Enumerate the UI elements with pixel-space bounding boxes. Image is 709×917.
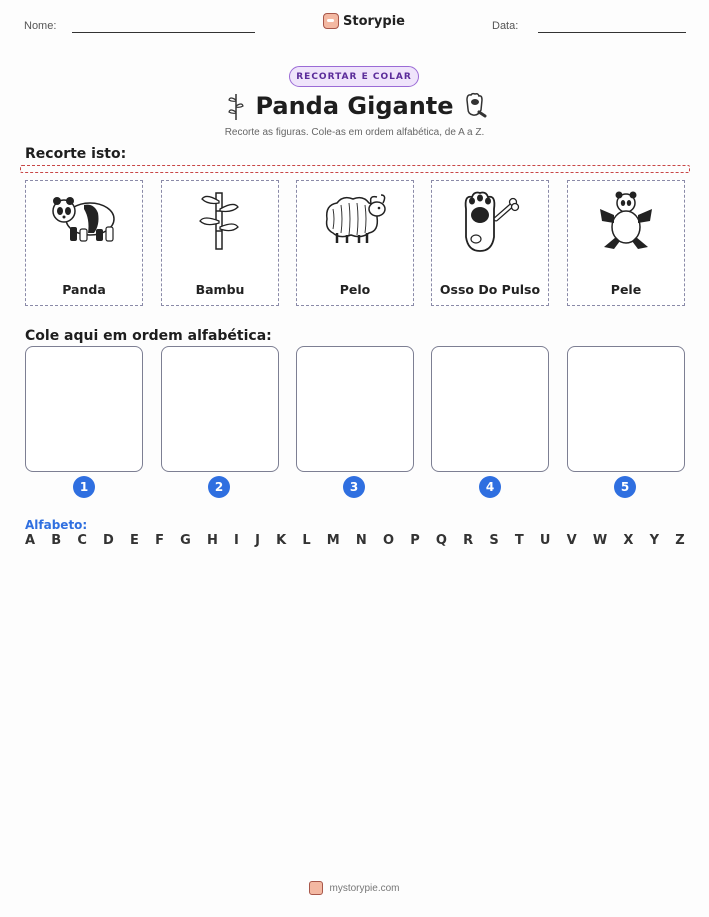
alphabet-letter: P	[410, 533, 420, 548]
card-label: Osso Do Pulso	[439, 282, 541, 297]
alphabet-letter: U	[539, 533, 551, 548]
page-subtitle: Recorte as figuras. Cole-as em ordem alfabética, de A a Z.	[224, 127, 485, 138]
page-title: Panda Gigante	[255, 92, 454, 120]
alphabet-letter: A	[25, 533, 36, 548]
paw-bone-icon	[456, 189, 524, 255]
storypie-logo-icon	[323, 13, 339, 29]
cut-card-pele[interactable]	[567, 180, 685, 306]
alphabet-letter: H	[206, 533, 218, 548]
alphabet-letter: I	[234, 533, 239, 548]
slot-number-badge: 5	[614, 476, 636, 498]
card-label: Panda	[62, 282, 106, 297]
alphabet-letter: C	[77, 533, 87, 548]
alphabet-letter: Z	[675, 533, 685, 548]
cut-card-panda[interactable]	[25, 180, 143, 306]
cut-card-osso-do-pulso[interactable]	[431, 180, 549, 306]
alphabet-letter: O	[382, 533, 395, 548]
paw-icon	[462, 92, 488, 120]
paste-section-label: Cole aqui em ordem alfabética:	[25, 328, 272, 344]
cut-section-label: Recorte isto:	[25, 146, 127, 162]
cut-card-bambu[interactable]	[161, 180, 279, 306]
alphabet-letter: N	[355, 533, 367, 548]
fur-sheep-icon	[321, 189, 389, 249]
alphabet-letter: Y	[649, 533, 660, 548]
alphabet-letter: W	[592, 533, 608, 548]
paste-slot-2[interactable]	[161, 346, 279, 472]
footer-url[interactable]: mystorypie.com	[329, 882, 400, 894]
alphabet-letter: M	[326, 533, 340, 548]
card-label: Pele	[610, 282, 642, 297]
activity-tag: RECORTAR E COLAR	[289, 66, 419, 87]
alphabet-letter: R	[463, 533, 474, 548]
paste-slot-5[interactable]	[567, 346, 685, 472]
alphabet-letter: G	[180, 533, 191, 548]
cut-card-pelo[interactable]	[296, 180, 414, 306]
alphabet-letter: B	[51, 533, 62, 548]
alphabet-letter: S	[489, 533, 499, 548]
alphabet-letter: J	[255, 533, 260, 548]
alphabet-letter: X	[623, 533, 634, 548]
date-label: Data:	[492, 20, 519, 32]
paste-slot-4[interactable]	[431, 346, 549, 472]
bamboo-icon	[186, 189, 254, 253]
slot-number-badge: 3	[343, 476, 365, 498]
brand-name: Storypie	[343, 13, 405, 29]
alphabet-letter: D	[103, 533, 114, 548]
footer	[0, 881, 709, 895]
panda-icon	[50, 189, 118, 249]
slot-number-badge: 2	[208, 476, 230, 498]
alphabet-letter: Q	[435, 533, 447, 548]
alphabet-letter: E	[130, 533, 139, 548]
panda-skin-icon	[592, 189, 660, 251]
paste-slot-1[interactable]	[25, 346, 143, 472]
card-label: Bambu	[195, 282, 245, 297]
cut-line	[20, 165, 690, 173]
alphabet-letter: L	[302, 533, 311, 548]
alphabet-letter: T	[514, 533, 524, 548]
alphabet-letter: K	[276, 533, 287, 548]
storypie-logo-icon	[309, 881, 323, 895]
date-field[interactable]	[538, 32, 686, 33]
slot-number-badge: 1	[73, 476, 95, 498]
brand	[323, 13, 405, 29]
alphabet-row	[25, 533, 685, 548]
alphabet-letter: F	[155, 533, 164, 548]
slot-number-badge: 4	[479, 476, 501, 498]
alphabet-title: Alfabeto:	[25, 518, 88, 532]
name-field[interactable]	[72, 32, 255, 33]
name-label: Nome:	[24, 20, 57, 32]
alphabet-letter: V	[566, 533, 577, 548]
paste-slot-3[interactable]	[296, 346, 414, 472]
card-label: Pelo	[339, 282, 371, 297]
